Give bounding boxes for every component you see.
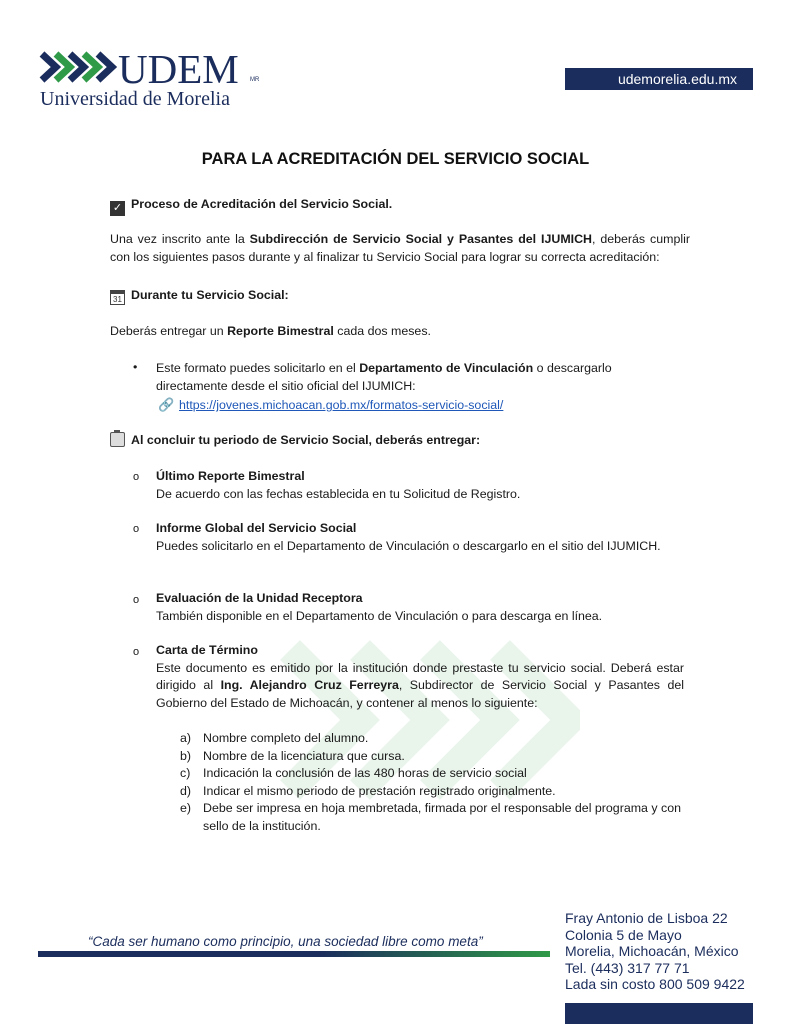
conclude-heading-text: Al concluir tu periodo de Servicio Social, deberás entregar: [131, 433, 481, 447]
departamento-vinculacion: Departamento de Vinculación [359, 361, 534, 375]
list-item: Carta de Término Este documento es emitido por la institución donde prestaste tu servicio social. Deberá estar dirigido al Ing. Alejandro Cruz Ferreyra, Subdirector de Servicio Social y Pasantes del Gobierno del Estado de Michoacán, y contener al menos lo siguiente: [156, 643, 684, 710]
logo-registered-mark: MR [250, 77, 260, 83]
requirement-item: d) Indicar el mismo periodo de prestación registrado originalmente. [180, 783, 556, 798]
reporte-bimestral: Reporte Bimestral [227, 324, 334, 338]
formatos-link[interactable]: https://jovenes.michoacan.gob.mx/formatos-servicio-social/ [179, 398, 504, 412]
circle-bullet: o [133, 471, 140, 483]
list-item [156, 520, 676, 555]
logo-subtitle: Universidad de Morelia [40, 88, 230, 110]
link-icon: 🔗 [158, 397, 175, 412]
intro-paragraph: Una vez inscrito ante la Subdirección de Servicio Social y Pasantes del IJUMICH, deberás cumplir con los siguientes pasos durante y al finalizar tu Servicio Social para lograr su correcta acreditación: [110, 232, 690, 264]
logo-wordmark: UDEM [118, 46, 239, 92]
address-line: Colonia 5 de Mayo [565, 926, 682, 943]
item-title: Informe Global del Servicio Social [156, 521, 357, 535]
requirement-item: e) Debe ser impresa en hoja membretada, firmada por el responsable del programa y con sello de la institución. [180, 801, 681, 833]
during-heading-text: Durante tu Servicio Social: [131, 288, 289, 302]
footer-bar [565, 1003, 753, 1024]
bullet-item: Este formato puedes solicitarlo en el Departamento de Vinculación o descargarlo directamente desde el sitio oficial del IJUMICH: [156, 361, 612, 393]
item-desc: Puedes solicitarlo en el Departamento de Vinculación o descargarlo en el sitio del IJUMICH. [156, 538, 661, 553]
item-title: Evaluación de la Unidad Receptora [156, 591, 363, 605]
process-heading [110, 196, 690, 216]
website-banner[interactable]: udemorelia.edu.mx [565, 68, 753, 90]
circle-bullet: o [133, 594, 140, 606]
item-desc: De acuerdo con las fechas establecida en tu Solicitud de Registro. [156, 486, 521, 501]
requirement-item: b) Nombre de la licenciatura que cursa. [180, 748, 405, 763]
requirement-item: c) Indicación la conclusión de las 480 horas de servicio social [180, 766, 527, 780]
address-line: Morelia, Michoacán, México [565, 943, 739, 959]
toll-free-line: Lada sin costo 800 509 9422 [565, 976, 745, 992]
footer-motto: “Cada ser humano como principio, una sociedad libre como meta” [88, 934, 483, 949]
process-heading-text: Proceso de Acreditación del Servicio Social. [131, 197, 393, 211]
address-line: Fray Antonio de Lisboa 22 [565, 910, 728, 926]
footer-divider [38, 951, 550, 957]
requirements-list [180, 730, 703, 835]
conclude-heading [110, 432, 690, 450]
link-row [158, 396, 658, 415]
udem-logo-mark-icon [38, 50, 118, 84]
addressee-name: Ing. Alejandro Cruz Ferreyra [220, 678, 399, 692]
phone-line: Tel. (443) 317 77 71 [565, 959, 690, 976]
calendar-icon: 31 [110, 290, 125, 305]
circle-bullet: o [133, 523, 140, 535]
checkbox-checked-icon: ✓ [110, 201, 125, 216]
list-item [156, 590, 676, 625]
list-item [156, 468, 676, 503]
requirement-item: a) Nombre completo del alumno. [180, 731, 369, 745]
footer-address [565, 910, 745, 993]
clipboard-icon [110, 432, 125, 447]
bullet-dot: • [133, 360, 138, 374]
report-paragraph: Deberás entregar un Reporte Bimestral cada dos meses. [110, 324, 431, 338]
udem-logo [38, 46, 268, 112]
item-title: Carta de Término [156, 643, 258, 657]
during-heading [110, 287, 690, 305]
page-title: PARA LA ACREDITACIÓN DEL SERVICIO SOCIAL [201, 150, 590, 168]
circle-bullet: o [133, 646, 140, 658]
item-title: Último Reporte Bimestral [156, 469, 305, 483]
item-desc: También disponible en el Departamento de Vinculación o para descarga en línea. [156, 608, 603, 623]
ijumich-subdireccion: Subdirección de Servicio Social y Pasantes del IJUMICH [249, 232, 592, 246]
